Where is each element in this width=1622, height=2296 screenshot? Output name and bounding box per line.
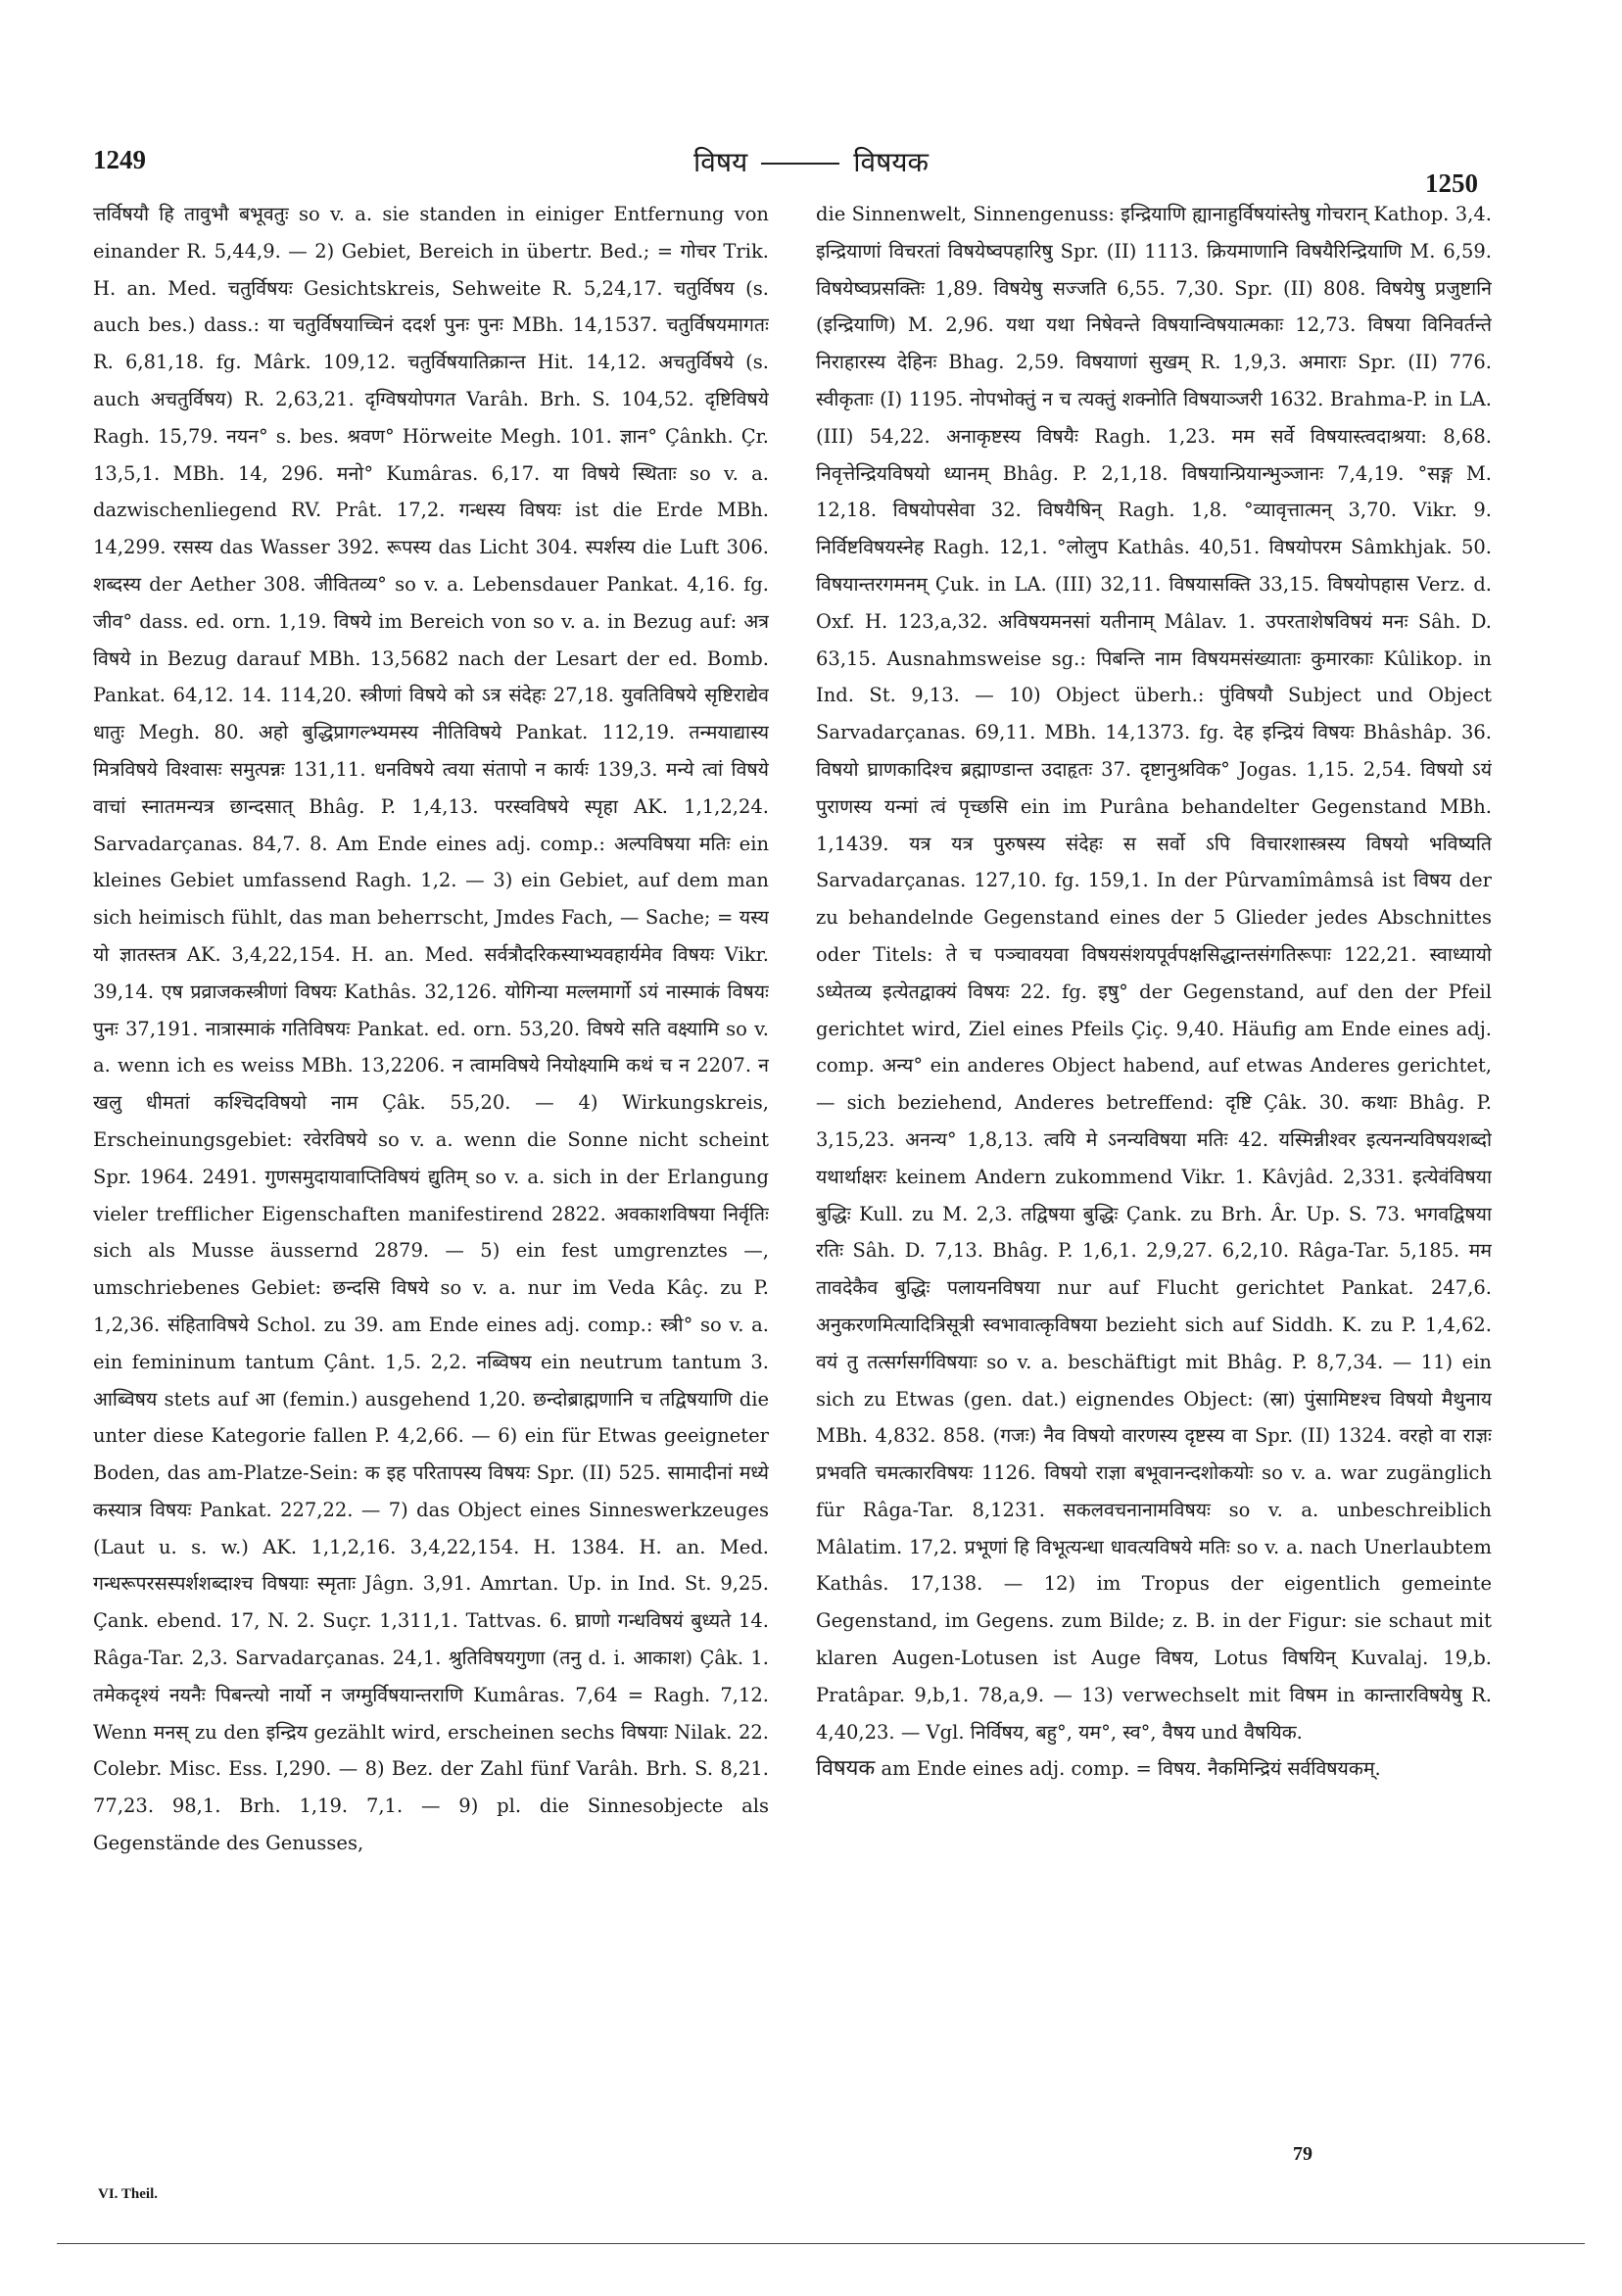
- signature-number: 79: [1293, 2143, 1312, 2165]
- page-number-right: 1250: [1425, 168, 1478, 198]
- running-head-left: विषय: [693, 146, 748, 178]
- left-column-text: त्तर्विषयौ हि तावुभौ बभूवतुः so v. a. sie standen in einiger Entfernung von einander R. 5,44,9. — 2) Gebiet, Bereich in übertr. Bed.; = गोचर Trik. H. an. Med. चतुर्विषयः Gesichtskreis, Sehweite R. 5,24,17. चतुर्विषय (s. auch bes.) dass.: या चतुर्विषयाच्चिनं ददर्श पुनः पुनः MBh. 14,1537. चतुर्विषयमागतः R. 6,81,18. fg. Mârk. 109,12. चतुर्विषयातिक्रान्त Hit. 14,12. अचतुर्विषये (s. auch अचतुर्विषय) R. 2,63,21. दृग्विषयोपगत Varâh. Brh. S. 104,52. दृष्टिविषये Ragh. 15,79. नयन° s. bes. श्रवण° Hörweite Megh. 101. ज्ञान° Çânkh. Çr. 13,5,1. MBh. 14, 296. मनो° Kumâras. 6,17. या विषये स्थिताः so v. a. dazwischenliegend RV. Prât. 17,2. गन्धस्य विषयः ist die Erde MBh. 14,299. रसस्य das Wasser 392. रूपस्य das Licht 304. स्पर्शस्य die Luft 306. शब्दस्य der Aether 308. जीवितव्य° so v. a. Lebensdauer Pankat. 4,16. fg. जीव° dass. ed. orn. 1,19. विषये im Bereich von so v. a. in Bezug auf: अत्र विषये in Bezug darauf MBh. 13,5682 nach der Lesart der ed. Bomb. Pankat. 64,12. 14. 114,20. स्त्रीणां विषये को ऽत्र संदेहः 27,18. युवतिविषये सृष्टिराद्येव धातुः Megh. 80. अहो बुद्धिप्रागल्भ्यमस्य नीतिविषये Pankat. 112,19. तन्मयाद्यास्य मित्रविषये विश्वासः समुत्पन्नः 131,11. धनविषये त्वया संतापो न कार्यः 139,3. मन्ये त्वां विषये वाचां स्नातमन्यत्र छान्दसात् Bhâg. P. 1,4,13. परस्वविषये स्पृहा AK. 1,1,2,24. Sarvadarçanas. 84,7. 8. Am Ende eines adj. comp.: अल्पविषया मतिः ein kleines Gebiet umfassend Ragh. 1,2. — 3) ein Gebiet, auf dem man sich heimisch fühlt, das man beherrscht, Jmdes Fach, — Sache; = यस्य यो ज्ञातस्तत्र AK. 3,4,22,154. H. an. Med. सर्वत्रौदरिकस्याभ्यवहार्यमेव विषयः Vikr. 39,14. एष प्रव्राजकस्त्रीणां विषयः Kathâs. 32,126. योगिन्या मल्लमार्गो ऽयं नास्माकं विषयः पुनः 37,191. नात्रास्माकं गतिविषयः Pankat. ed. orn. 53,20. विषये सति वक्ष्यामि so v. a. wenn ich es weiss MBh. 13,2206. न त्वामविषये नियोक्ष्यामि कथं च न 2207. न खलु धीमतां कश्चिदविषयो नाम Çâk. 55,20. — 4) Wirkungskreis, Erscheinungsgebiet: रवेरविषये so v. a. wenn die Sonne nicht scheint Spr. 1964. 2491. गुणसमुदायावाप्तिविषयं द्युतिम् so v. a. sich in der Erlangung vieler trefflicher Eigenschaften manifestirend 2822. अवकाशविषया निर्वृतिः sich als Musse äussernd 2879. — 5) ein fest umgrenztes —, umschriebenes Gebiet: छन्दसि विषये so v. a. nur im Veda Kâç. zu P. 1,2,36. संहिताविषये Schol. zu 39. am Ende eines adj. comp.: स्त्री° so v. a. ein femininum tantum Çânt. 1,5. 2,2. नब्विषय ein neutrum tantum 3. आब्विषय stets auf आ (femin.) ausgehend 1,20. छन्दोब्राह्मणानि च तद्विषयाणि die unter diese Kategorie fallen P. 4,2,66. — 6) ein für Etwas geeigneter Boden, das am-Platze-Sein: क इह परितापस्य विषयः Spr. (II) 525. सामादीनां मध्ये कस्यात्र विषयः Pankat. 227,22. — 7) das Object eines Sinneswerkzeuges (Laut u. s. w.) AK. 1,1,2,16. 3,4,22,154. H. 1384. H. an. Med. गन्धरूपरसस्पर्शशब्दाश्च विषयाः स्मृताः Jâgn. 3,91. Amrtan. Up. in Ind. St. 9,25. Çank. ebend. 17, N. 2. Suçr. 1,311,1. Tattvas. 6. घ्राणो गन्धविषयं बुध्यते 14. Râga-Tar. 2,3. Sarvadarçanas. 24,1. श्रुतिविषयगुणा (तनु d. i. आकाश) Çâk. 1. तमेकदृश्यं नयनैः पिबन्त्यो नार्यो न जग्मुर्विषयान्तराणि Kumâras. 7,64 = Ragh. 7,12. Wenn मनस् zu den इन्द्रिय gezählt wird, erscheinen sechs विषयाः Nilak. 22. Colebr. Misc. Ess. I,290. — 8) Bez. der Zahl fünf Varâh. Brh. S. 8,21. 77,23. 98,1. Brh. 1,19. 7,1. — 9) pl. die Sinnesobjecte als Gegenstände des Genusses,: [93, 203, 769, 1855]
- right-column: [816, 196, 1492, 2096]
- running-head-right: विषयक: [853, 146, 929, 178]
- bottom-rule: [57, 2243, 1585, 2244]
- running-head: [0, 143, 1622, 180]
- right-column-text: die Sinnenwelt, Sinnengenuss: इन्द्रियाणि ह्यानाहुर्विषयांस्तेषु गोचरान् Kathop. 3,4. इन्द्रियाणां विचरतां विषयेष्वपहारिषु Spr. (II) 1113. क्रियमाणानि विषयैरिन्द्रियाणि M. 6,59. विषयेष्वप्रसक्तिः 1,89. विषयेषु सज्जति 6,55. 7,30. Spr. (II) 808. विषयेषु प्रजुष्टानि (इन्द्रियाणि) M. 2,96. यथा यथा निषेवन्ते विषयान्विषयात्मकाः 12,73. विषया विनिवर्तन्ते निराहारस्य देहिनः Bhag. 2,59. विषयाणां सुखम् R. 1,9,3. अमाराः Spr. (II) 776. स्वीकृताः (I) 1195. नोपभोक्तुं न च त्यक्तुं शक्नोति विषयाञ्जरी 1632. Brahma-P. in LA. (III) 54,22. अनाकृष्टस्य विषयैः Ragh. 1,23. मम सर्वे विषयास्त्वदाश्रया: 8,68. निवृत्तेन्द्रियविषयो ध्यानम् Bhâg. P. 2,1,18. विषयान्प्रियान्भुञ्जानः 7,4,19. °सङ्ग M. 12,18. विषयोपसेवा 32. विषयैषिन् Ragh. 1,8. °व्यावृत्तात्मन् 3,70. Vikr. 9. निर्विष्टविषयस्नेह Ragh. 12,1. °लोलुप Kathâs. 40,51. विषयोपरम Sâmkhjak. 50. विषयान्तरगमनम् Çuk. in LA. (III) 32,11. विषयासक्ति 33,15. विषयोपहास Verz. d. Oxf. H. 123,a,32. अविषयमनसां यतीनाम् Mâlav. 1. उपरताशेषविषयं मनः Sâh. D. 63,15. Ausnahmsweise sg.: पिबन्ति नाम विषयमसंख्याताः कुमारकाः Kûlikop. in Ind. St. 9,13. — 10) Object überh.: पुंविषयौ Subject und Object Sarvadarçanas. 69,11. MBh. 14,1373. fg. देह इन्द्रियं विषयः Bhâshâp. 36. विषयो घ्राणकादिश्च ब्रह्माण्डान्त उदाहृतः 37. दृष्टानुश्रविक° Jogas. 1,15. 2,54. विषयो ऽयं पुराणस्य यन्मां त्वं पृच्छसि ein im Purâna behandelter Gegenstand MBh. 1,1439. यत्र यत्र पुरुषस्य संदेहः स सर्वो ऽपि विचारशास्त्रस्य विषयो भविष्यति Sarvadarçanas. 127,10. fg. 159,1. In der Pûrvamîmâmsâ ist विषय der zu behandelnde Gegenstand eines der 5 Glieder jedes Abschnittes oder Titels: ते च पञ्चावयवा विषयसंशयपूर्वपक्षसिद्धान्तसंगतिरूपाः 122,21. स्वाध्यायो ऽध्येतव्य इत्येतद्वाक्यं विषयः 22. fg. इषु° der Gegenstand, auf den der Pfeil gerichtet wird, Ziel eines Pfeils Çiç. 9,40. Häufig am Ende eines adj. comp. अन्य° ein anderes Object habend, auf etwas Anderes gerichtet, — sich beziehend, Anderes betreffend: दृष्टि Çâk. 30. कथाः Bhâg. P. 3,15,23. अनन्य° 1,8,13. त्वयि मे ऽनन्यविषया मतिः 42. यस्मिन्नीश्वर इत्यनन्यविषयशब्दो यथार्थाक्षरः keinem Andern zukommend Vikr. 1. Kâvjâd. 2,331. इत्येवंविषया बुद्धिः Kull. zu M. 2,3. तद्विषया बुद्धिः Çank. zu Brh. Âr. Up. S. 73. भगवद्विषया रतिः Sâh. D. 7,13. Bhâg. P. 1,6,1. 2,9,27. 6,2,10. Râga-Tar. 5,185. मम तावदेकैव बुद्धिः पलायनविषया nur auf Flucht gerichtet Pankat. 247,6. अनुकरणमित्यादित्रिसूत्री स्वभावात्कृविषया bezieht sich auf Siddh. K. zu P. 1,4,62. वयं तु तत्सर्गसर्गविषयाः so v. a. beschäftigt mit Bhâg. P. 8,7,34. — 11) ein sich zu Etwas (gen. dat.) eignendes Object: (स्रा) पुंसामिष्टश्च विषयो मैथुनाय MBh. 4,832. 858. (गजः) नैव विषयो वारणस्य दृष्टस्य वा Spr. (II) 1324. वरहो वा राज्ञः प्रभवति चमत्कारविषयः 1126. विषयो राज्ञा बभूवानन्दशोकयोः so v. a. war zugänglich für Râga-Tar. 8,1231. सकलवचनानामविषयः so v. a. unbeschreiblich Mâlatim. 17,2. प्रभूणां हि विभूत्यन्धा धावत्यविषये मतिः so v. a. nach Unerlaubtem Kathâs. 17,138. — 12) im Tropus der eigentlich gemeinte Gegenstand, im Gegens. zum Bilde; z. B. in der Figur: sie schaut mit klaren Augen-Lotusen ist Auge विषय, Lotus विषयिन् Kuvalaj. 19,b. Pratâpar. 9,b,1. 78,a,9. — 13) verwechselt mit विषम in कान्तारविषयेषु R. 4,40,23. — Vgl. निर्विषय, बहु°, यम°, स्व°, वैषय und वैषयिक.: [816, 203, 1492, 1744]
- next-entry-text: am Ende eines adj. comp. = विषय. नैकमिन्द्रियं सर्वविषयकम्.: [881, 1757, 1381, 1781]
- next-entry-lemma: विषयक: [816, 1756, 876, 1782]
- next-entry: [816, 1750, 1492, 1788]
- page-number-left: 1249: [93, 145, 146, 174]
- sheet-mark: VI. Theil.: [98, 2186, 158, 2202]
- running-head-dash: [761, 163, 839, 165]
- left-column: [93, 196, 769, 2096]
